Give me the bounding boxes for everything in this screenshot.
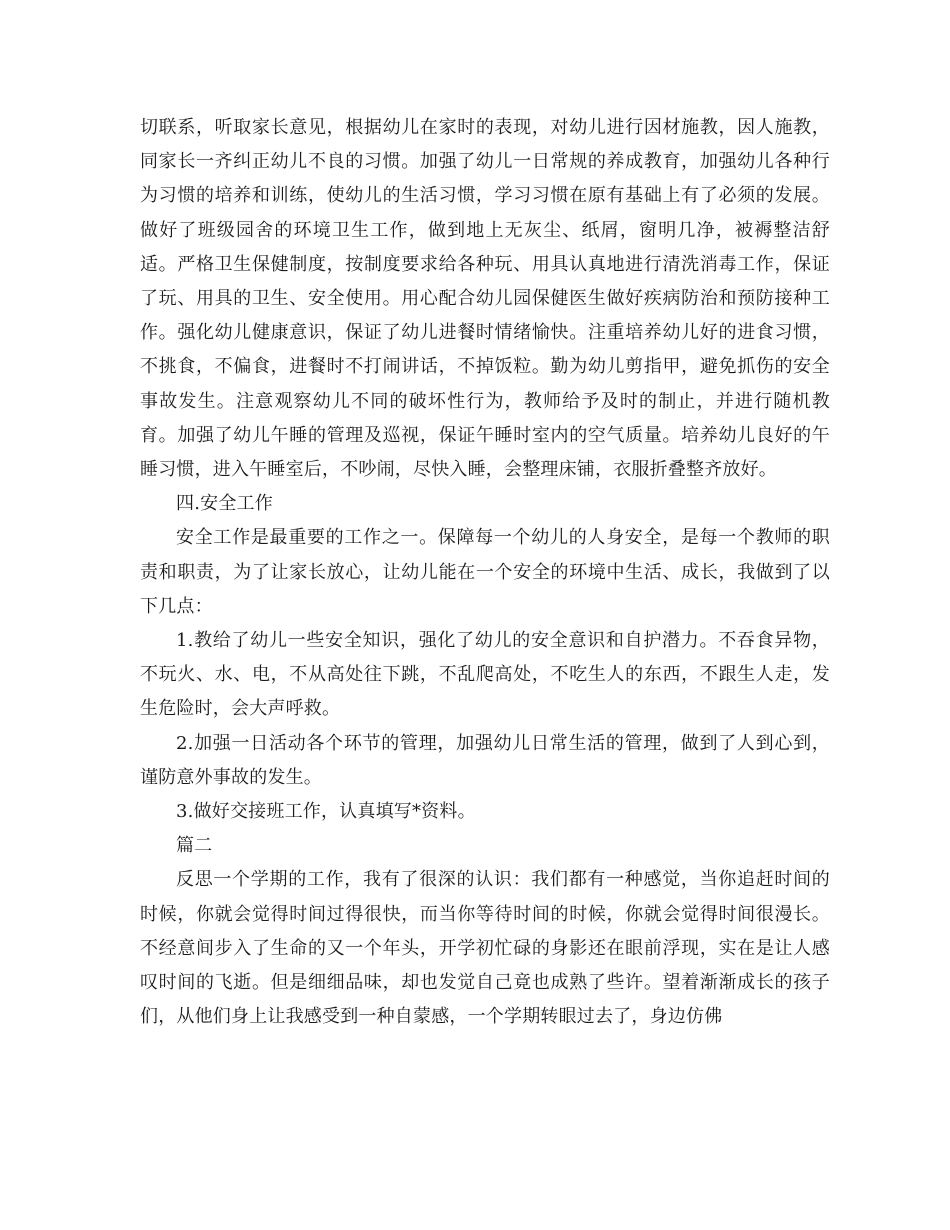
list-item: 3.做好交接班工作，认真填写*资料。 [176, 801, 476, 823]
body-paragraph: 切联系，听取家长意见，根据幼儿在家时的表现，对幼儿进行因材施教，因人施教，同家长一齐纠正幼儿不良的习惯。加强了幼儿一日常规的养成教育，加强幼儿各种行为习惯的培养和训练，使幼儿的生活习惯，学习习惯在原有基础上有了必须的发展。做好了班级园舍的环境卫生工作，做到地上无灰尘、纸屑，窗明几净，被褥整洁舒适。严格卫生保健制度，按制度要求给各种玩、用具认真地进行清洗消毒工作，保证了玩、用具的卫生、安全使用。用心配合幼儿园保健医生做好疾病防治和预防接种工作。强化幼儿健康意识，保证了幼儿进餐时情绪愉快。注重培养幼儿好的进食习惯，不挑食，不偏食，进餐时不打闹讲话，不掉饭粒。勤为幼儿剪指甲，避免抓伤的安全事故发生。注意观察幼儿不同的破坏性行为，教师给予及时的制止，并进行随机教育。加强了幼儿午睡的管理及巡视，保证午睡时室内的空气质量。培养幼儿良好的午睡习惯，进入午睡室后，不吵闹，尽快入睡，会整理床铺，衣服折叠整齐放好。 [140, 117, 830, 481]
section-heading-part-two: 篇二 [176, 835, 213, 857]
document-body [140, 111, 830, 1034]
section-heading-safety: 四.安全工作 [176, 493, 273, 515]
body-paragraph: 安全工作是最重要的工作之一。保障每一个幼儿的人身安全，是每一个教师的职责和职责，为了让家长放心，让幼儿能在一个安全的环境中生活、成长，我做到了以下几点： [140, 527, 830, 617]
list-item: 1.教给了幼儿一些安全知识，强化了幼儿的安全意识和自护潜力。不吞食异物，不玩火、水、电，不从高处往下跳，不乱爬高处，不吃生人的东西，不跟生人走，发生危险时，会大声呼救。 [140, 630, 830, 720]
list-item: 2.加强一日活动各个环节的管理，加强幼儿日常生活的管理，做到了人到心到，谨防意外事故的发生。 [140, 732, 830, 788]
body-paragraph: 反思一个学期的工作，我有了很深的认识：我们都有一种感觉，当你追赶时间的时候，你就会觉得时间过得很快，而当你等待时间的时候，你就会觉得时间很漫长。不经意间步入了生命的又一个年头，开学初忙碌的身影还在眼前浮现，实在是让人感叹时间的飞逝。但是细细品味，却也发觉自己竟也成熟了些许。望着渐渐成长的孩子们，从他们身上让我感受到一种自蒙感，一个学期转眼过去了，身边仿佛 [140, 869, 830, 1028]
